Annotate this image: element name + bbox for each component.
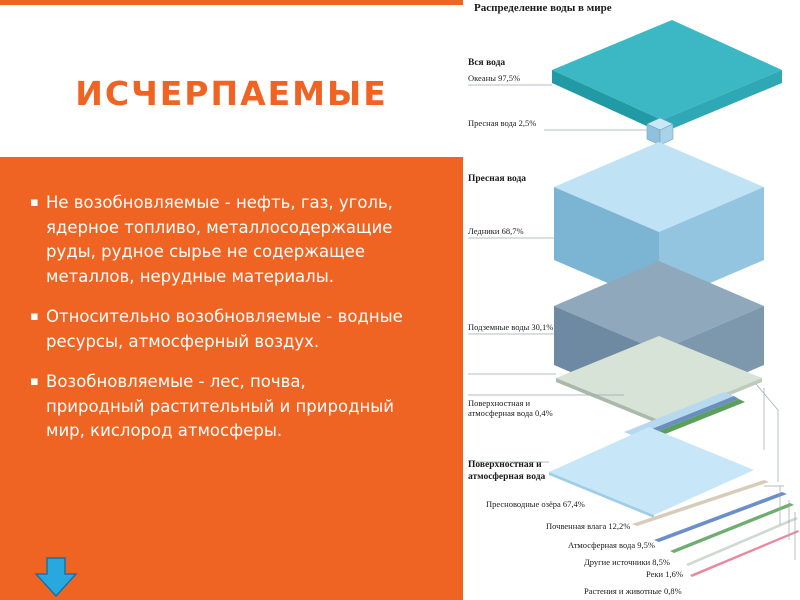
- label-fresh-water: Пресная вода: [468, 174, 527, 184]
- label-groundwater: Подземные воды 30,1%: [468, 322, 554, 332]
- label-oceans: Океаны 97,5%: [468, 73, 521, 83]
- ocean-layer: [552, 20, 782, 133]
- label-surface-head-line2: атмосферная вода: [468, 472, 546, 482]
- label-surface-atm-line1: Поверхностная и: [468, 398, 531, 408]
- diagram-graphic: [464, 0, 800, 600]
- water-distribution-diagram: [464, 0, 800, 600]
- bullet-marker: ▪: [30, 309, 39, 324]
- content-panel: [0, 157, 463, 600]
- label-glaciers: Ледники 68,7%: [468, 226, 524, 236]
- label-fresh-water-share: Пресная вода 2,5%: [468, 118, 537, 128]
- label-other: Другие источники 8,5%: [584, 557, 670, 567]
- arrow-down-icon[interactable]: [34, 557, 78, 597]
- bullet-list: [30, 191, 405, 460]
- label-all-water: Вся вода: [468, 58, 506, 68]
- bullet-renewable: [30, 370, 405, 444]
- bullet-relatively-renewable: [30, 305, 405, 354]
- top-accent-strip: [0, 0, 463, 5]
- label-rivers: Реки 1,6%: [646, 569, 683, 579]
- label-biota: Растения и животные 0,8%: [584, 586, 682, 596]
- slide-title: ИСЧЕРПАЕМЫЕ: [75, 74, 388, 113]
- label-atmosphere: Атмосферная вода 9,5%: [568, 540, 655, 550]
- bullet-marker: ▪: [30, 374, 39, 389]
- bullet-nonrenewable: [30, 191, 405, 289]
- bullet-text: Возобновляемые - лес, почва, природный растительный и природный мир, кислород атмосферы.: [46, 372, 395, 440]
- bullet-text: Не возобновляемые - нефть, газ, уголь, ядерное топливо, металлосодержащие руды, рудное сырье не содержащее металлов, нерудные материалы.: [46, 193, 393, 286]
- fresh-water-small-cube: [647, 118, 673, 145]
- bullet-text: Относительно возобновляемые - водные ресурсы, атмосферный воздух.: [46, 307, 403, 351]
- label-soil: Почвенная влага 12,2%: [546, 521, 631, 531]
- label-surface-atm-line2: атмосферная вода 0,4%: [468, 408, 553, 418]
- bullet-marker: ▪: [30, 195, 39, 210]
- label-lakes: Пресноводные озёра 67,4%: [486, 499, 585, 509]
- diagram-title: Распределение воды в мире: [474, 2, 612, 14]
- label-surface-head-line1: Поверхностная и: [468, 460, 542, 470]
